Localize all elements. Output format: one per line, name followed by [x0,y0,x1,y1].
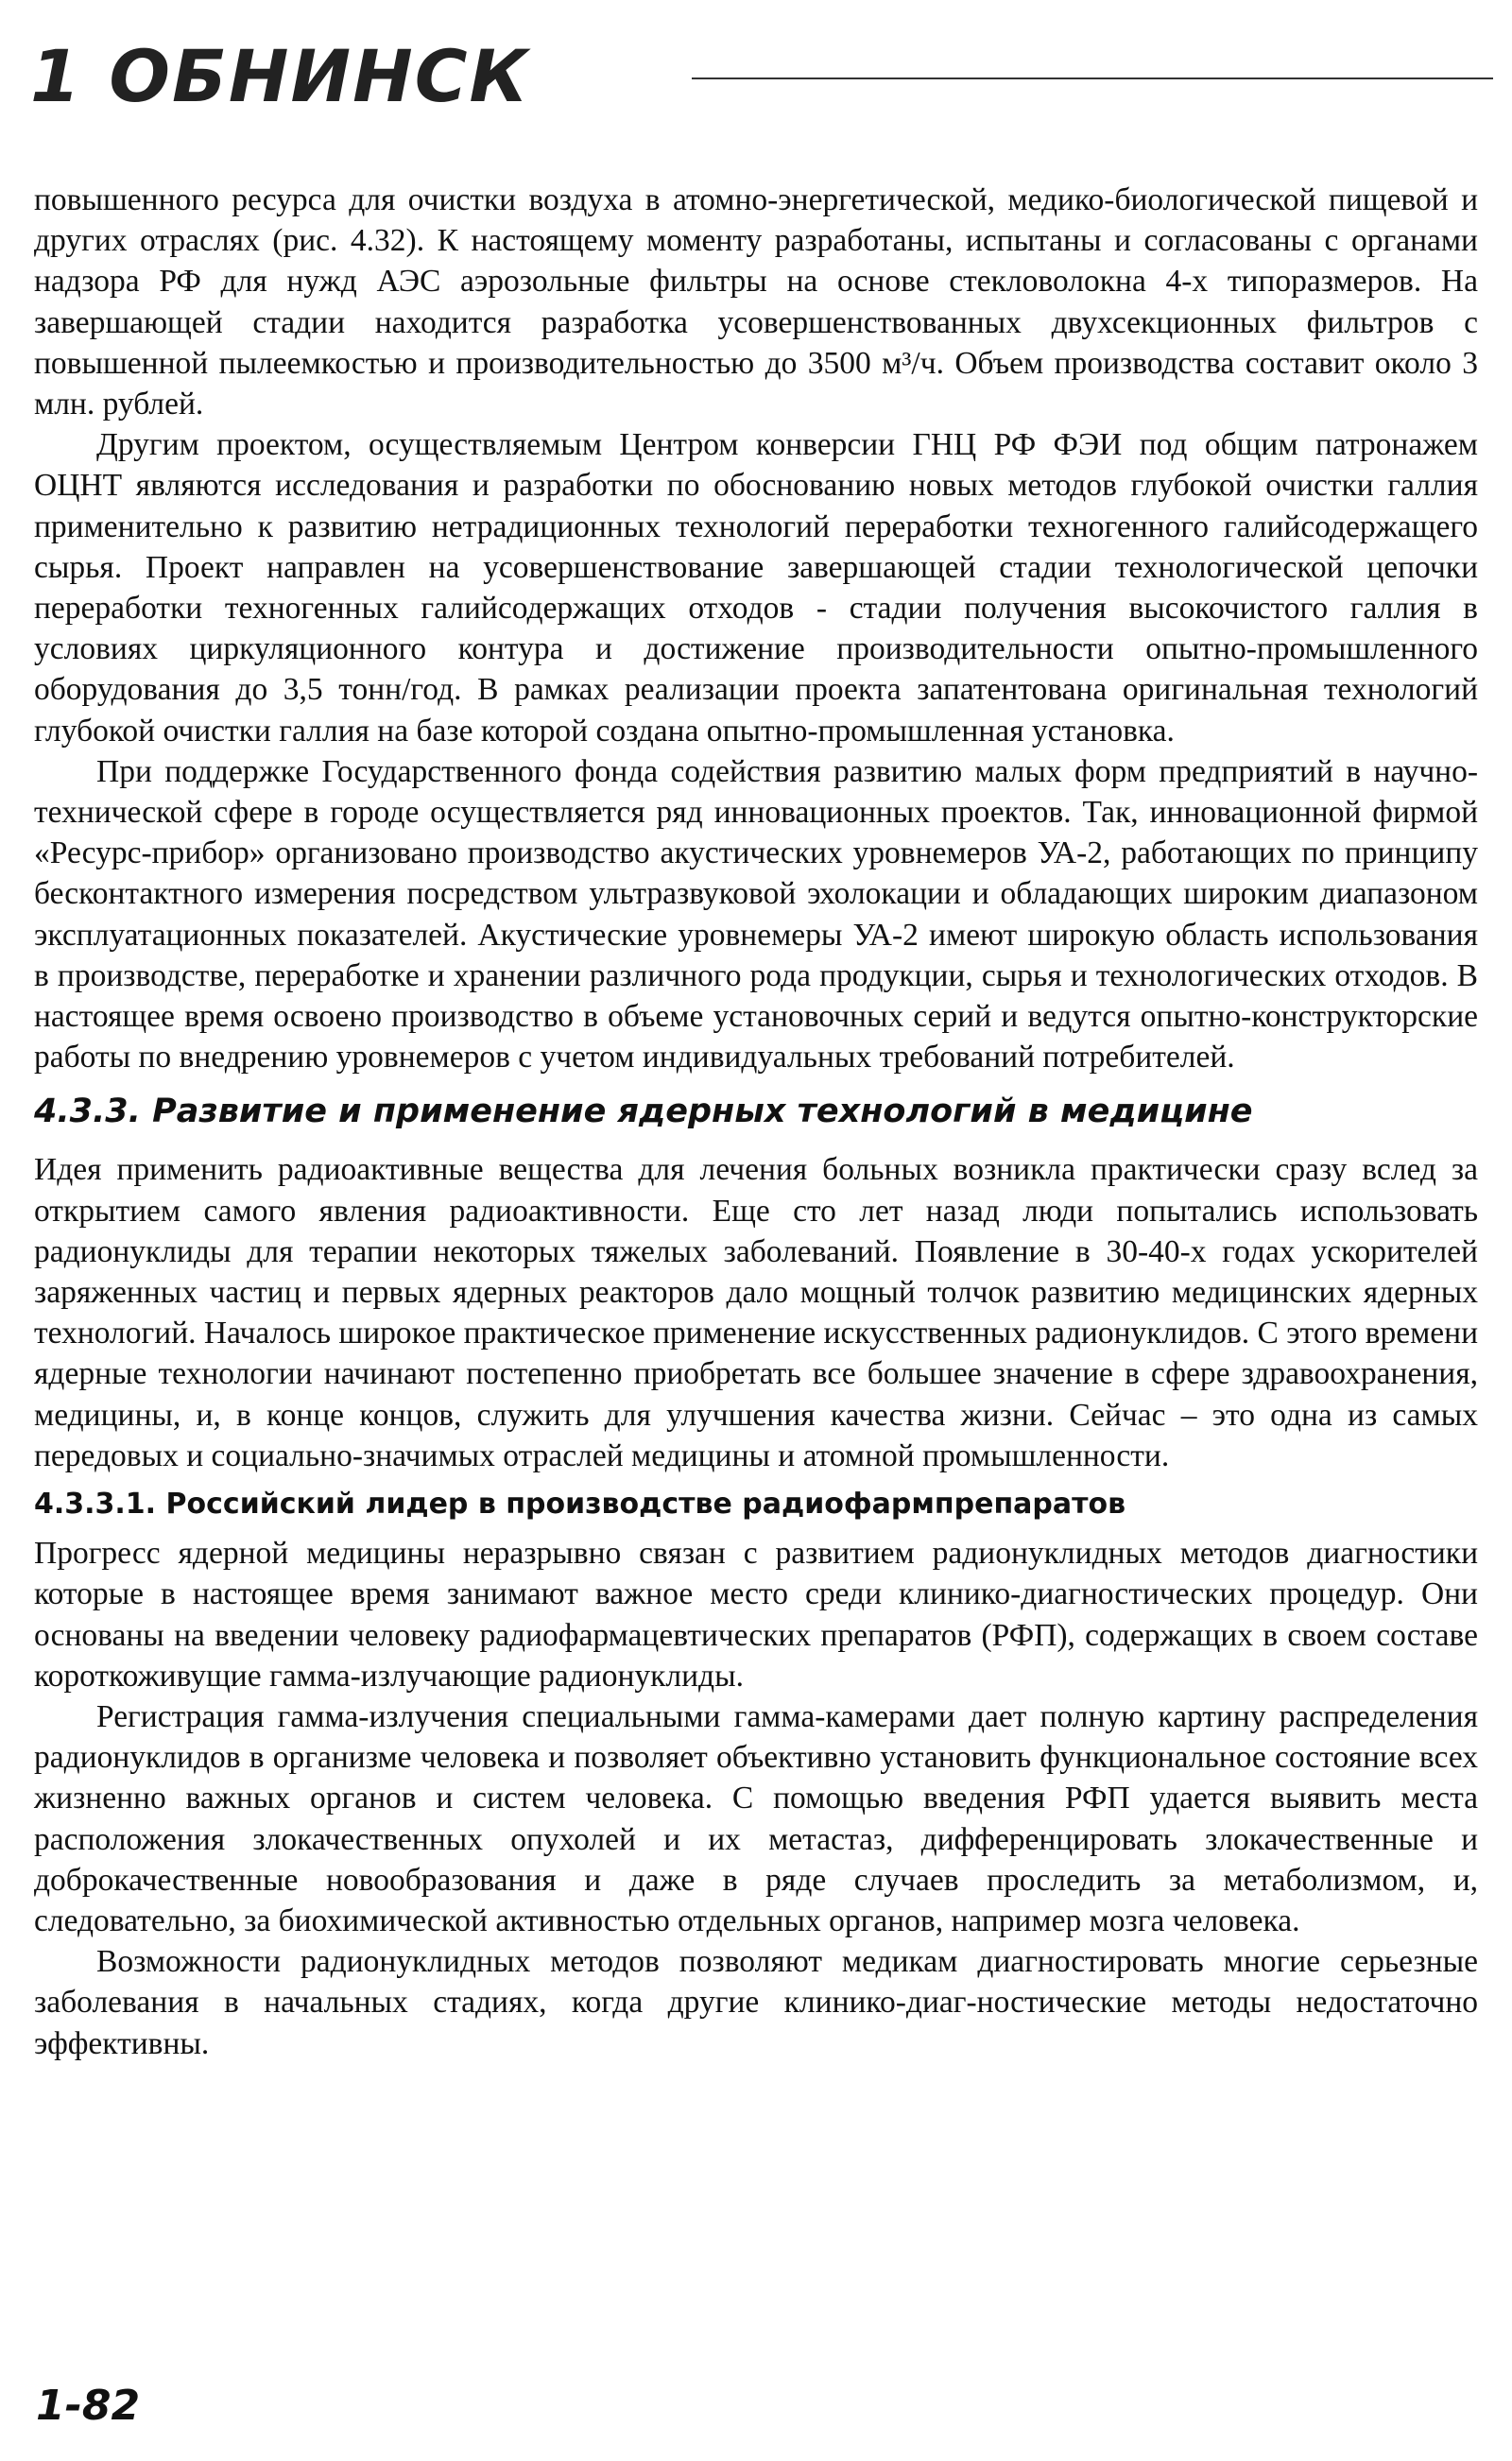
page-number: 1-82 [36,2382,141,2430]
paragraph-nuclear-medicine: Идея применить радиоактивные вещества для лечения больных возникла практически сразу вслед за открытием самого явления радиоактивности. Еще сто лет назад люди попытались использовать радионуклиды для терапии некоторых тяжелых заболеваний. Появление в 30-40-х годах ускорителей заряженных частиц и первых ядерных реакторов дало мощный толчок развитию медицинских ядерных технологий. Началось широкое практическое применение искусственных радионуклидов. С этого времени ядерные технологии начинают постепенно приобретать все большее значение в сфере здравоохранения, медицины, и, в конце концов, служить для улучшения качества жизни. Сейчас – это одна из самых передовых и социально-значимых отраслей медицины и атомной промышленности. [34,1152,1478,1473]
section-heading: 4.3.3. Развитие и применение ядерных технологий в медицине [34,1093,1253,1131]
paragraph-continuation: повышенного ресурса для очистки воздуха в атомно-энергетической, медико-биологической пищевой и других отраслях (рис. 4.32). К настоящему моменту разработаны, испытаны и согласованы с органами надзора РФ для нужд АЭС аэрозольные фильтры на основе стекловолокна 4-х типоразмеров. На завершающей стадии находится разработка усовершенствованных двухсекционных фильтров с повышенной пылеемкостью и производительностью до 3500 м³/ч. Объем производства составит около 3 млн. рублей. [34,182,1478,422]
paragraph-gallium-project: Другим проектом, осуществляемым Центром конверсии ГНЦ РФ ФЭИ под общим патронажем ОЦНТ являются исследования и разработки по обоснованию новых методов глубокой очистки галлия применительно к развитию нетрадиционных технологий переработки техногенного галийсодержащего сырья. Проект направлен на усовершенствование завершающей стадии технологической цепочки переработки техногенных галийсодержащих отходов - стадии получения высокочистого галлия в условиях циркуляционного контура и достижение производительности опытно-промышленного оборудования до 3,5 тонн/год. В рамках реализации проекта запатентована оригинальная технологий глубокой очистки галлия на базе которой создана опытно-промышленная установка. [34,427,1478,749]
paragraph-innovation-projects: При поддержке Государственного фонда содействия развитию малых форм предприятий в научно-технической сфере в городе осуществляется ряд инновационных проектов. Так, инновационной фирмой «Ресурс-прибор» организовано производство акустических уровнемеров УА-2, работающих по принципу бесконтактного измерения посредством ультразвуковой эхолокации и обладающих широким диапазоном эксплуатационных показателей. Акустические уровнемеры УА-2 имеют широкую область использования в производстве, переработке и хранении различного рода продукции, сырья и технологических отходов. В настоящее время освоено производство в объеме установочных серий и ведутся опытно-конструкторские работы по внедрению уровнемеров с учетом индивидуальных требований потребителей. [34,753,1478,1076]
header-title: 1 ОБНИНСК [30,34,530,118]
subsection-heading: 4.3.3.1. Российский лидер в производстве радиофармпрепаратов [34,1488,1126,1522]
page-content [34,180,1478,2064]
paragraph-methods-possibilities: Возможности радионуклидных методов позволяют медикам диагностировать многие серьезные заболевания в начальных стадиях, когда другие клинико-диаг-ностические методы недостаточно эффективны. [34,1944,1478,2061]
header-rule [692,77,1493,79]
page-header [30,28,1493,123]
paragraph-diagnostics: Прогресс ядерной медицины неразрывно связан с развитием радионуклидных методов диагностики которые в настоящее время занимают важное место среди клинико-диагностических процедур. Они основаны на введении человеку радиофармацевтических препаратов (РФП), содержащих в своем составе короткоживущие гамма-излучающие радионуклиды. [34,1536,1478,1694]
paragraph-gamma-registration: Регистрация гамма-излучения специальными гамма-камерами дает полную картину распределения радионуклидов в организме человека и позволяет объективно установить функциональное состояние всех жизненно важных органов и систем человека. С помощью введения РФП удается выявить места расположения злокачественных опухолей и их метастаз, дифференцировать злокачественные и доброкачественные новообразования и даже в ряде случаев проследить за метаболизмом, и, следовательно, за биохимической активностью отдельных органов, например мозга человека. [34,1698,1478,1938]
